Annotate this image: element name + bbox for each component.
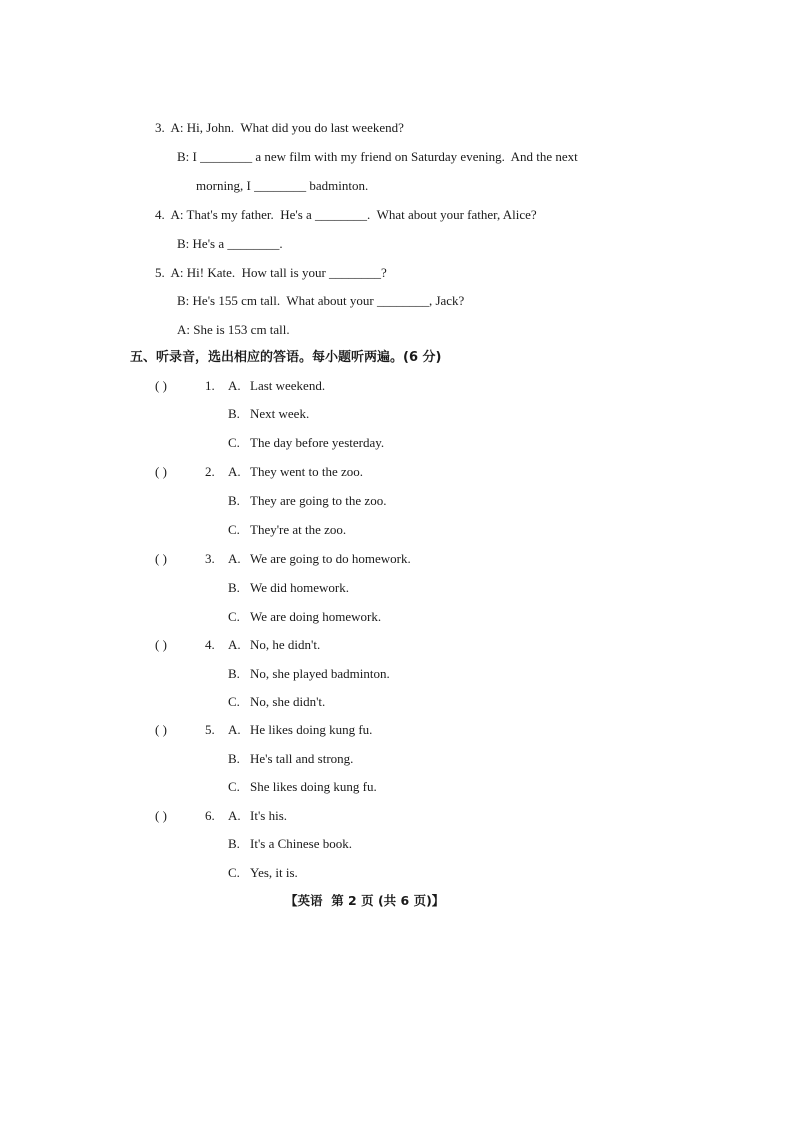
dialogue-line: 4. A: That's my father. He's a ________. What about your father, Alice? [155, 207, 537, 222]
option-text: No, he didn't. [250, 637, 321, 652]
option-label: B. [228, 751, 240, 766]
option-text: He's tall and strong. [250, 751, 354, 766]
option-label: A. [228, 808, 241, 823]
question-number: 4. [205, 637, 215, 652]
option-label: B. [228, 666, 240, 681]
option-label: A. [228, 378, 241, 393]
option-text: We are doing homework. [250, 609, 382, 624]
option-text: Yes, it is. [250, 865, 298, 880]
answer-blank[interactable]: ( ) [155, 808, 167, 823]
option-text: It's a Chinese book. [250, 836, 352, 851]
answer-blank[interactable]: ( ) [155, 637, 167, 652]
option-label: A. [228, 551, 241, 566]
section-heading: 五、听录音，选出相应的答语。每小题听两遍。(6 分) [130, 350, 442, 365]
dialogue-line: morning, I ________ badminton. [196, 178, 369, 193]
option-label: B. [228, 580, 240, 595]
answer-blank[interactable]: ( ) [155, 378, 167, 393]
option-label: C. [228, 522, 240, 537]
dialogue-line: B: I ________ a new film with my friend on Saturday evening. And the next [177, 149, 578, 164]
option-text: We did homework. [250, 580, 349, 595]
option-text: Last weekend. [250, 378, 326, 393]
option-text: They went to the zoo. [250, 464, 363, 479]
option-text: We are going to do homework. [250, 551, 411, 566]
option-label: A. [228, 722, 241, 737]
question-number: 5. [205, 722, 215, 737]
option-text: No, she didn't. [250, 694, 326, 709]
answer-blank[interactable]: ( ) [155, 551, 167, 566]
option-text: They are going to the zoo. [250, 493, 387, 508]
page-footer: 【英语 第 2 页 (共 6 页)】 [285, 893, 445, 908]
option-text: Next week. [250, 406, 310, 421]
question-number: 3. [205, 551, 215, 566]
dialogue-line: A: She is 153 cm tall. [177, 322, 290, 337]
question-number: 6. [205, 808, 215, 823]
option-label: C. [228, 865, 240, 880]
option-text: The day before yesterday. [250, 435, 385, 450]
option-label: C. [228, 435, 240, 450]
option-label: A. [228, 637, 241, 652]
option-text: No, she played badminton. [250, 666, 390, 681]
option-label: C. [228, 694, 240, 709]
dialogue-line: B: He's a ________. [177, 236, 283, 251]
option-label: C. [228, 609, 240, 624]
answer-blank[interactable]: ( ) [155, 722, 167, 737]
option-label: A. [228, 464, 241, 479]
option-text: He likes doing kung fu. [250, 722, 373, 737]
option-text: She likes doing kung fu. [250, 779, 377, 794]
dialogue-line: 5. A: Hi! Kate. How tall is your ________? [155, 265, 387, 280]
option-text: They're at the zoo. [250, 522, 347, 537]
question-number: 1. [205, 378, 215, 393]
option-label: C. [228, 779, 240, 794]
option-label: B. [228, 406, 240, 421]
option-text: It's his. [250, 808, 288, 823]
option-label: B. [228, 836, 240, 851]
dialogue-line: 3. A: Hi, John. What did you do last weekend? [155, 120, 404, 135]
answer-blank[interactable]: ( ) [155, 464, 167, 479]
question-number: 2. [205, 464, 215, 479]
dialogue-line: B: He's 155 cm tall. What about your ________, Jack? [177, 293, 465, 308]
option-label: B. [228, 493, 240, 508]
